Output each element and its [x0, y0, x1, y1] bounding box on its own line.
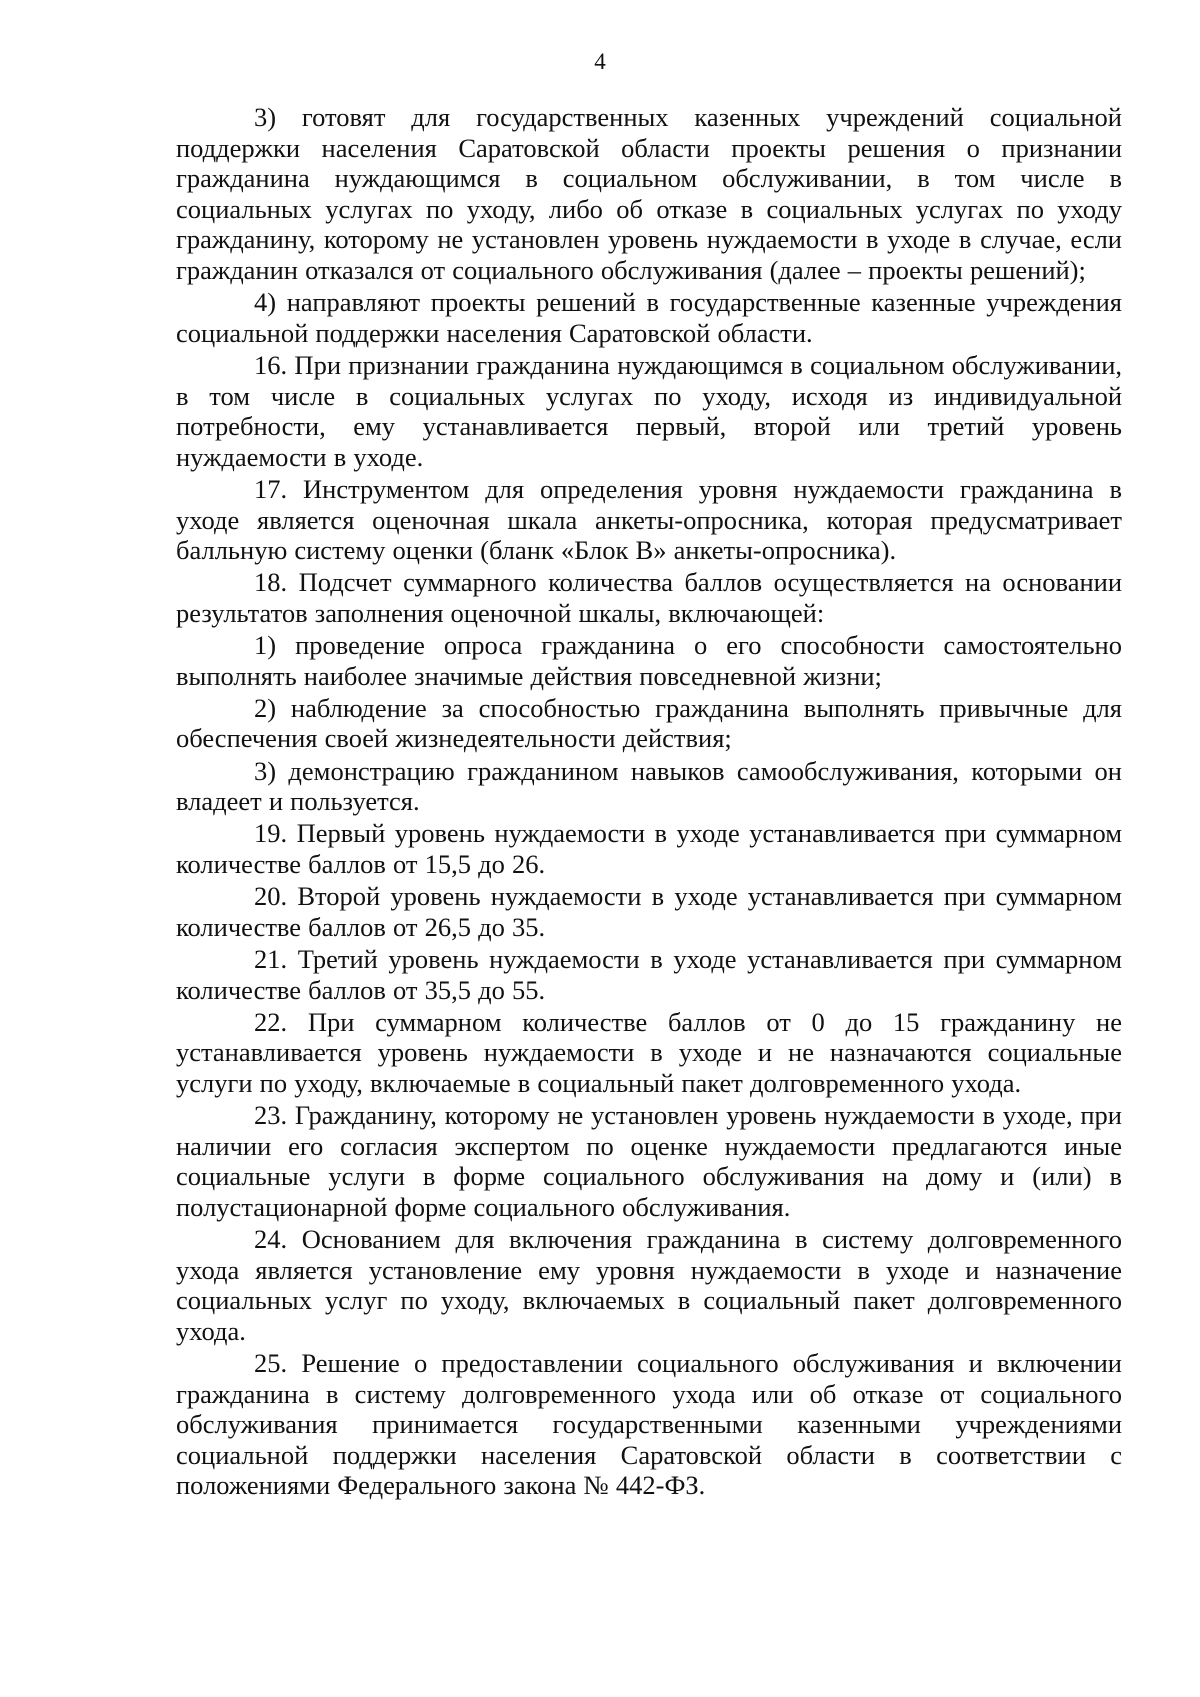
document-body — [176, 102, 1122, 1503]
paragraph-item-3: 3) готовят для государственных казенных учреждений социальной поддержки населения Саратовской области проекты решения о признании гражданина нуждающимся в социальном обслуживании, в том числе в социальных услугах по уходу, либо об отказе в социальных услугах по уходу гражданину, которому не установлен уровень нуждаемости в уходе в случае, если гражданин отказался от социального обслуживания (далее – проекты решений); — [176, 102, 1122, 285]
paragraph-18-item-3: 3) демонстрацию гражданином навыков самообслуживания, которыми он владеет и пользуется. — [176, 755, 1122, 817]
paragraph-20: 20. Второй уровень нуждаемости в уходе устанавливается при суммарном количестве баллов от 26,5 до 35. — [176, 881, 1122, 942]
paragraph-19: 19. Первый уровень нуждаемости в уходе устанавливается при суммарном количестве баллов от 15,5 до 26. — [176, 818, 1122, 879]
paragraph-18: 18. Подсчет суммарного количества баллов осуществляется на основании результатов заполнения оценочной шкалы, включающей: — [176, 567, 1122, 628]
page-number: 4 — [594, 49, 606, 74]
paragraph-18-item-2: 2) наблюдение за способностью гражданина выполнять привычные для обеспечения своей жизнедеятельности действия; — [176, 692, 1122, 754]
paragraph-21: 21. Третий уровень нуждаемости в уходе устанавливается при суммарном количестве баллов от 35,5 до 55. — [176, 943, 1122, 1005]
paragraph-24: 24. Основанием для включения гражданина в систему долговременного ухода является установление ему уровня нуждаемости в уходе и назначение социальных услуг по уходу, включаемых в социальный пакет долговременного ухода. — [176, 1224, 1122, 1346]
paragraph-23: 23. Гражданину, которому не установлен уровень нуждаемости в уходе, при наличии его согласия экспертом по оценке нуждаемости предлагаются иные социальные услуги в форме социального обслуживания на дому и (или) в полустационарной форме социального обслуживания. — [176, 1100, 1122, 1222]
paragraph-18-item-1: 1) проведение опроса гражданина о его способности самостоятельно выполнять наиболее значимые действия повседневной жизни; — [176, 630, 1122, 691]
paragraph-25: 25. Решение о предоставлении социального обслуживания и включении гражданина в систему долговременного ухода или об отказе от социального обслуживания принимается государственными казенными учреждениями социальной поддержки населения Саратовской области в соответствии с положениями Федерального закона № 442-ФЗ. — [176, 1348, 1122, 1501]
paragraph-16: 16. При признании гражданина нуждающимся в социальном обслуживании, в том числе в социальных услугах по уходу, исходя из индивидуальной потребности, ему устанавливается первый, второй или третий уровень нуждаемости в уходе. — [176, 349, 1122, 472]
paragraph-17: 17. Инструментом для определения уровня нуждаемости гражданина в уходе является оценочная шкала анкеты-опросника, которая предусматривает балльную систему оценки (бланк «Блок В» анкеты-опросника). — [176, 473, 1122, 566]
paragraph-22: 22. При суммарном количестве баллов от 0 до 15 гражданину не устанавливается уровень нуждаемости в уходе и не назначаются социальные услуги по уходу, включаемые в социальный пакет долговременного ухода. — [176, 1006, 1122, 1098]
paragraph-item-4: 4) направляют проекты решений в государственные казенные учреждения социальной поддержки населения Саратовской области. — [176, 287, 1122, 348]
